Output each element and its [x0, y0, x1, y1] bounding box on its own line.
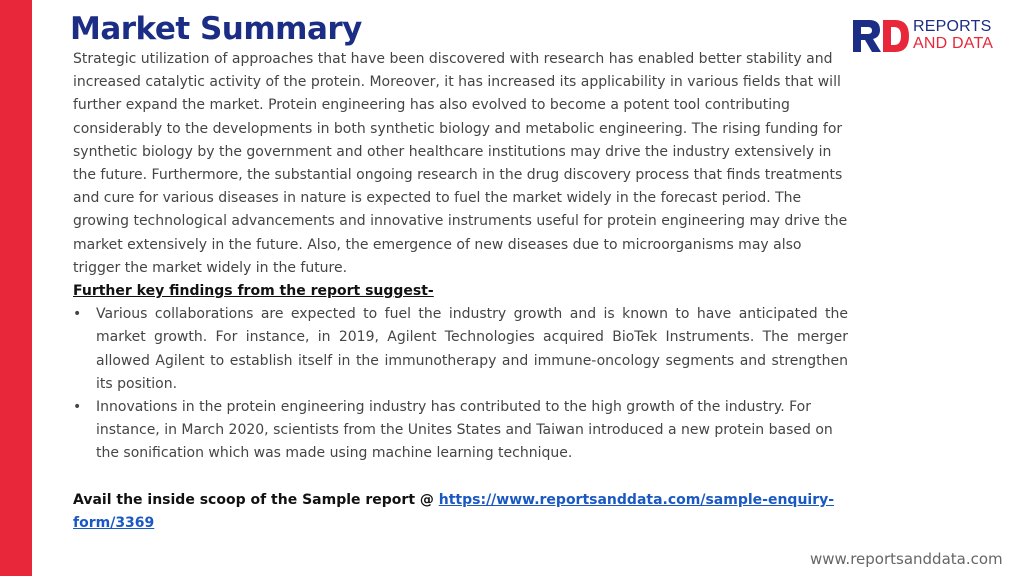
reports-and-data-logo — [853, 18, 1003, 54]
findings-heading: Further key findings from the report suggest- — [73, 283, 434, 300]
rd-logo-mark-icon — [853, 18, 911, 54]
bullet-icon: • — [73, 399, 82, 416]
sample-report-link[interactable]: https://www.reportsanddata.com/sample-enquiry-form/3369 — [73, 491, 835, 531]
logo-text-reports: REPORTS — [913, 18, 992, 35]
summary-paragraph: Strategic utilization of approaches that have been discovered with research has enabled better stability and increased catalytic activity of the protein. Moreover, it has increased its applicability in various fields that will further expand the market. Protein engineering has also evolved to become a potent tool contributing considerably to the developments in both synthetic biology and metabolic engineering. The rising funding for synthetic biology by the government and other healthcare institutions may drive the industry extensively in the future. Furthermore, the substantial ongoing research in the drug discovery process that finds treatments and cure for various diseases in nature is expected to fuel the market widely in the forecast period. The growing technological advancements and innovative instruments useful for protein engineering may drive the market extensively in the future. Also, the emergence of new diseases due to microorganisms may also trigger the market widely in the future. — [73, 51, 848, 276]
page-title: Market Summary — [70, 11, 362, 47]
cta-text: Avail the inside scoop of the Sample report @ — [73, 491, 439, 508]
list-item — [73, 396, 848, 466]
list-item — [73, 303, 848, 396]
bullet-text: Innovations in the protein engineering industry has contributed to the high growth of the industry. For instance, in March 2020, scientists from the Unites States and Taiwan introduced a new protein based on the sonification which was made using machine learning technique. — [96, 399, 833, 462]
findings-list — [73, 303, 848, 465]
sample-report-cta — [73, 489, 848, 535]
logo-text-and-data: AND DATA — [913, 35, 994, 52]
market-summary-body — [73, 48, 848, 535]
footer-website: www.reportsanddata.com — [810, 550, 1003, 568]
left-accent-bar — [0, 0, 32, 576]
bullet-text: Various collaborations are expected to fuel the industry growth and is known to have anticipated the market growth. For instance, in 2019, Agilent Technologies acquired BioTek Instruments. The merger allowed Agilent to establish itself in the immunotherapy and immune-oncology segments and strengthen its position. — [96, 306, 848, 392]
bullet-icon: • — [73, 306, 82, 323]
